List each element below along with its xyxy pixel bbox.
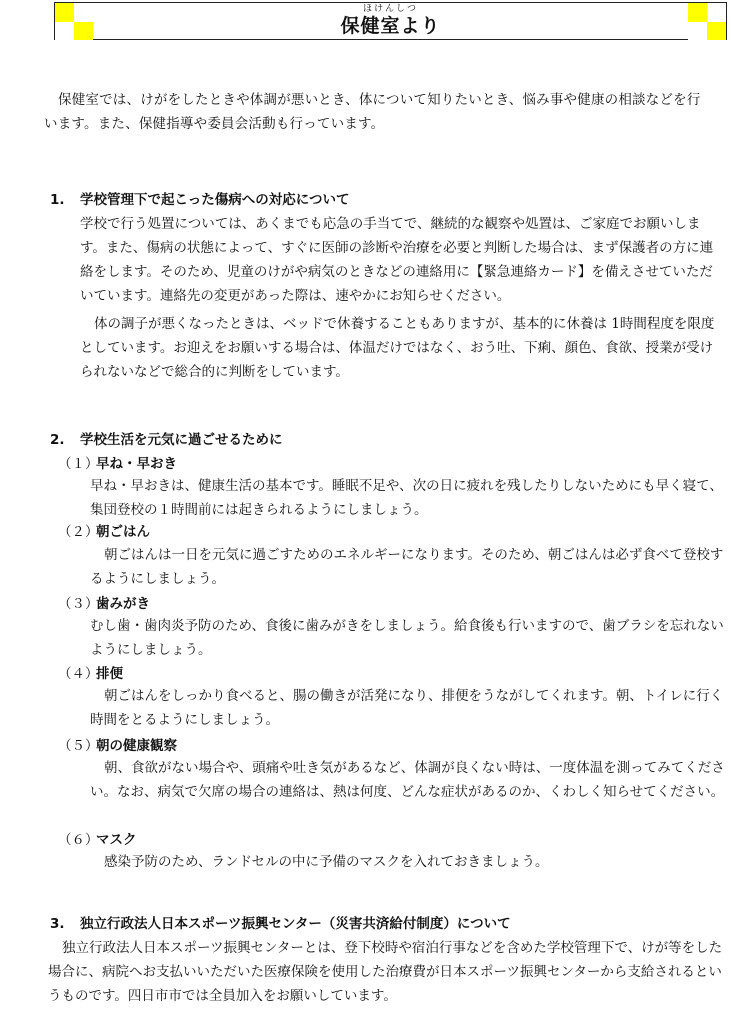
list-item-label: （６）マスク — [58, 832, 137, 848]
section-title: 学校管理下で起こった傷病への対応について — [80, 192, 350, 208]
section-title: 独立行政法人日本スポーツ振興センター（災害共済給付制度）について — [80, 916, 511, 932]
section-1-heading — [50, 188, 349, 208]
list-item-text: 朝、食欲がない場合や、頭痛や吐き気があるなど、体調が良くない時は、一度体温を測ってみてください。なお、病気で欠席の場合の連絡は、熱は何度、どんな症状があるのか、くわしく知らせてください。 — [90, 760, 725, 800]
section-3-body — [48, 936, 728, 1008]
section-number: 2. — [50, 432, 65, 448]
list-item-text: 感染予防のため、ランドセルの中に予備のマスクを入れておきましょう。 — [104, 854, 549, 870]
list-item-label: （３）歯みがき — [58, 596, 150, 612]
section-paragraph: 独立行政法人日本スポーツ振興センターとは、登下校時や宿泊行事などを含めた学校管理下で、けが等をした場合に、病院へお支払いいただいた医療保険を使用した治療費が日本スポーツ振興センターから支給されるというものです。四日市市では全員加入をお願いしています。 — [48, 940, 723, 1004]
section-number: 1. — [50, 192, 65, 208]
list-item-text: 早ね・早おきは、健康生活の基本です。睡眠不足や、次の日に疲れを残したりしないためにも早く寝て、集団登校の１時間前には起きられるようにしましょう。 — [90, 478, 723, 518]
list-item-label: （１）早ね・早おき — [58, 456, 177, 472]
intro-text: 保健室では、けがをしたときや体調が悪いとき、体について知りたいとき、悩み事や健康の相談などを行います。また、保健指導や委員会活動も行っています。 — [44, 92, 701, 132]
section-paragraph: 学校で行う処置については、あくまでも応急の手当てで、継続的な観察や処置は、ご家庭でお願いします。また、傷病の状態によって、すぐに医師の診断や治療を必要と判断した場合は、まず保護者の方に連絡をします。そのため、児童のけがや病気のときなどの連絡用に【緊急連絡カード】を備えさせていただいています。連絡先の変更があった際は、速やかにお知らせください。 — [80, 216, 714, 304]
list-item-label: （２）朝ごはん — [58, 524, 150, 540]
list-item-text: 朝ごはんをしっかり食べると、腸の働きが活発になり、排便をうながしてくれます。朝、トイレに行く時間をとるようにしましょう。 — [90, 688, 724, 728]
section-paragraph: 体の調子が悪くなったときは、ベッドで休養することもありますが、基本的に休養は 1時間程度を限度としています。お迎えをお願いする場合は、体温だけではなく、おう吐、下痢、顔色、食欲、授業が受けられないなどで総合的に判断をしています。 — [80, 316, 715, 380]
section-3-heading — [50, 912, 511, 932]
checker-decoration-right — [688, 3, 726, 40]
intro-paragraph — [44, 88, 712, 136]
section-2-heading — [50, 428, 283, 448]
title-ruby: ほけんしつ — [362, 4, 418, 14]
list-item-label: （４）排便 — [58, 666, 123, 682]
section-number: 3. — [50, 916, 65, 932]
list-item-text: 朝ごはんは一日を元気に過ごすためのエネルギーになります。そのため、朝ごはんは必ず食べて登校するようにしましょう。 — [90, 547, 724, 587]
header-banner — [54, 2, 727, 40]
section-1-body — [80, 212, 726, 384]
section-title: 学校生活を元気に過ごせるために — [80, 432, 283, 448]
page-title: 保健室より — [340, 15, 441, 37]
list-item-text: むし歯・歯肉炎予防のため、食後に歯みがきをしましょう。給食後も行いますので、歯ブラシを忘れないようにしましょう。 — [90, 618, 724, 658]
list-item-label: （５）朝の健康観察 — [58, 738, 177, 754]
